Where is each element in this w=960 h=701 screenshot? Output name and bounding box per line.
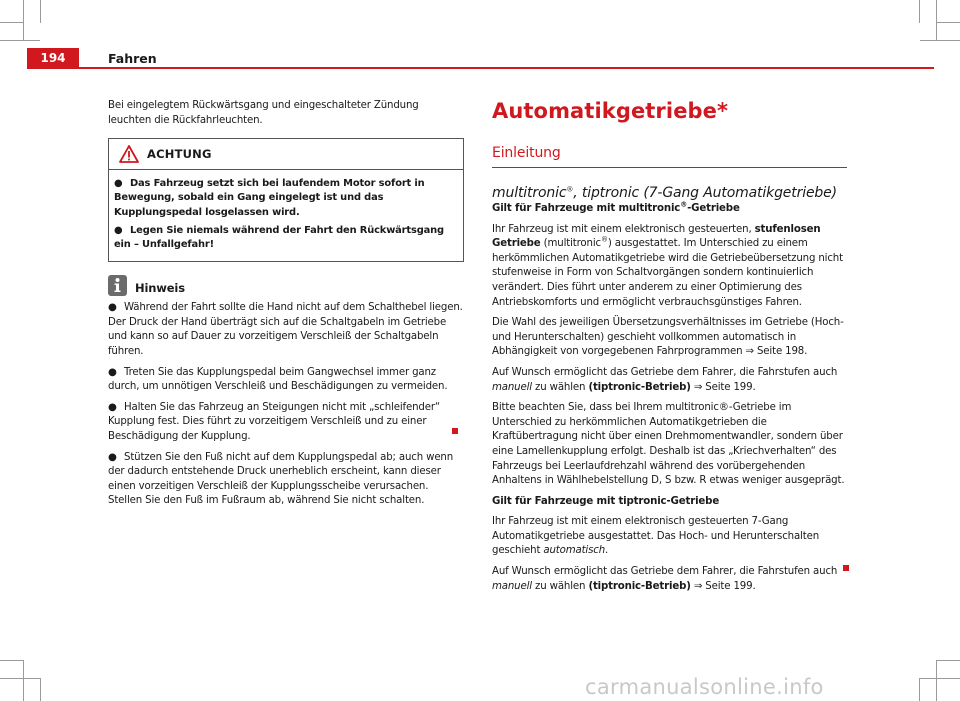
note-item: ● Treten Sie das Kupplungspedal beim Gangwechsel immer ganz durch, um unnötigen Verschleiß und Beschädigungen zu vermeiden. [108,366,448,393]
section-end-mark [843,565,849,571]
crop-mark [936,660,937,701]
crop-mark [920,678,960,679]
left-column [108,99,464,515]
crop-mark [919,678,920,701]
multitronic-label: Gilt für Fahrzeuge mit multitronic®-Getriebe [492,200,740,214]
watermark: carmanualsonline.info [585,675,824,699]
paragraph: Ihr Fahrzeug ist mit einem elektronisch gesteuerten, stufenlosen Getriebe (multitronic®) ausgestattet. Im Unterschied zu einem herkömmlichen Automatikgetriebe wird die Getriebeübersetzung nicht stufenweise in Form von Schaltvorgängen sondern kontinuierlich verändert. Dies führt unter anderem zu einer Optimierung des Antriebskomforts und ermöglicht verbrauchsgünstiges Fahren. [492,223,843,308]
header-rule [79,67,934,69]
crop-mark [0,22,23,23]
paragraph: Auf Wunsch ermöglicht das Getriebe dem Fahrer, die Fahrstufen auch manuell zu wählen (tiptronic-Betrieb) ⇒ Seite 199. [492,366,838,393]
warning-triangle-icon [119,145,139,163]
note-item: ● Halten Sie das Fahrzeug an Steigungen nicht mit „schleifender“ Kupplung fest. Dies führt zu vorzeitigem Verschleiß und zu einer Beschädigung der Kupplung. [108,401,440,442]
paragraph: Bitte beachten Sie, dass bei Ihrem multitronic®-Getriebe im Unterschied zu herkömmlichen Automatikgetrieben die Kraftübertragung nicht über einen Drehmomentwandler, sondern über eine Lamellenkupplung erfolgt. Deshalb ist das „Kriechverhalten“ des Fahrzeugs bei Leerlaufdrehzahl während des vorübergehenden Anhaltens in Wählhebelstellung D, S bzw. R etwas weniger ausgeprägt. [492,402,845,487]
crop-mark [0,678,40,679]
crop-mark [40,678,41,701]
warning-box [108,138,464,262]
note-item: ● Stützen Sie den Fuß nicht auf dem Kupplungspedal ab; auch wenn der dadurch entstehende Druck unerheblich erscheint, kann dieser einen vorzeitigen Verschleiß der Kupplungsscheibe verursachen. Stellen Sie den Fuß im Fußraum ab, während Sie nicht schalten. [108,451,454,507]
subsection-title: Einleitung [492,145,561,161]
tiptronic-label: Gilt für Fahrzeuge mit tiptronic-Getriebe [492,495,720,507]
warning-item: ● Legen Sie niemals während der Fahrt den Rückwärtsgang ein – Unfallgefahr! [114,224,444,250]
section-title: Automatikgetriebe* [492,99,729,123]
warning-item: ● Das Fahrzeug setzt sich bei laufendem Motor sofort in Bewegung, sobald ein Gang eingelegt ist und das Kupplungspedal losgelassen wird. [114,178,425,218]
right-column [492,98,848,600]
crop-mark [920,40,960,41]
crop-mark [937,22,960,23]
note-header [108,274,464,296]
topic-heading: multitronic®, tiptronic (7-Gang Automatikgetriebe) [492,185,837,201]
note-title: Hinweis [135,280,185,295]
crop-mark [0,40,40,41]
crop-mark [919,0,920,23]
section-end-mark [452,428,458,434]
warning-title: ACHTUNG [147,146,212,161]
note-item: ● Während der Fahrt sollte die Hand nicht auf dem Schalthebel liegen. Der Druck der Hand überträgt sich auf die Schaltgabeln im Getriebe und kann so auf Dauer zu vorzeitigem Verschleiß der Schaltgabeln führen. [108,302,463,357]
crop-mark [936,0,937,40]
crop-mark [23,0,24,40]
subsection-rule [492,167,847,168]
crop-mark [23,660,24,701]
paragraph: Ihr Fahrzeug ist mit einem elektronisch gesteuerten 7-Gang Automatikgetriebe ausgestattet. Das Hoch- und Herunterschalten geschieht automatisch. [492,516,820,557]
info-note-icon [108,275,127,296]
crop-mark [0,660,23,661]
crop-mark [937,660,960,661]
intro-paragraph: Bei eingelegtem Rückwärtsgang und eingeschalteter Zündung leuchten die Rückfahrleuchten. [108,100,419,126]
crop-mark [40,0,41,23]
chapter-title: Fahren [108,51,157,66]
paragraph: Auf Wunsch ermöglicht das Getriebe dem Fahrer, die Fahrstufen auch manuell zu wählen (tiptronic-Betrieb) ⇒ Seite 199. [492,566,838,592]
paragraph: Die Wahl des jeweiligen Übersetzungsverhältnisses im Getriebe (Hoch- und Herunterschalten) geschieht vollkommen automatisch in Abhängigkeit von vorgegebenen Fahrprogrammen ⇒ Seite 198. [492,317,844,358]
note-list [108,301,464,509]
warning-body [109,170,463,261]
warning-header [109,139,463,170]
page-number: 194 [40,51,66,65]
